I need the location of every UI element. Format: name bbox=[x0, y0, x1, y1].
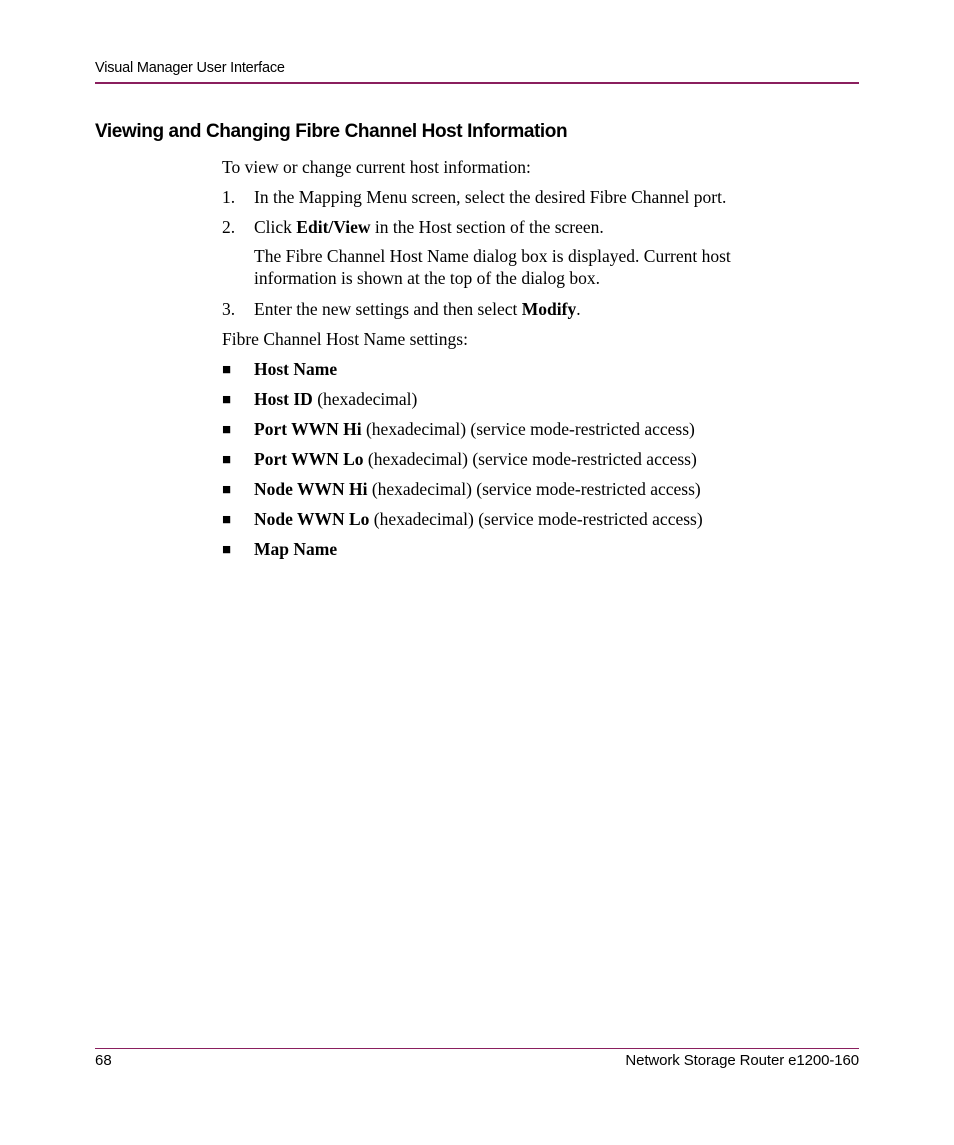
setting-item-host-id bbox=[222, 387, 842, 417]
page-number: 68 bbox=[95, 1052, 112, 1069]
body-content bbox=[222, 155, 842, 567]
step-number: 2. bbox=[222, 217, 236, 237]
running-header: Visual Manager User Interface bbox=[95, 60, 285, 76]
step-text bbox=[254, 215, 604, 245]
setting-text bbox=[254, 387, 417, 417]
square-bullet-icon: ■ bbox=[222, 482, 232, 498]
square-bullet-icon: ■ bbox=[222, 542, 232, 558]
setting-name: Node WWN Lo bbox=[254, 509, 370, 529]
step-text bbox=[254, 297, 581, 327]
square-bullet-icon: ■ bbox=[222, 422, 232, 438]
setting-item-map-name bbox=[222, 537, 842, 567]
step-text-pre: Enter the new settings and then select bbox=[254, 299, 522, 319]
settings-intro: Fibre Channel Host Name settings: bbox=[222, 329, 468, 349]
setting-detail: (hexadecimal) (service mode-restricted access) bbox=[363, 449, 697, 469]
step-2-note: The Fibre Channel Host Name dialog box is displayed. Current host information is shown at the top of the dialog box. bbox=[254, 246, 731, 288]
setting-name: Port WWN Hi bbox=[254, 419, 362, 439]
setting-detail: (hexadecimal) (service mode-restricted access) bbox=[369, 509, 703, 529]
setting-text bbox=[254, 357, 337, 387]
setting-item-port-wwn-hi bbox=[222, 417, 842, 447]
step-text: In the Mapping Menu screen, select the desired Fibre Channel port. bbox=[254, 187, 727, 207]
step-text-post: in the Host section of the screen. bbox=[370, 217, 604, 237]
ui-term-edit-view: Edit/View bbox=[296, 217, 371, 237]
step-number: 1. bbox=[222, 187, 236, 207]
header-rule bbox=[95, 82, 859, 84]
setting-name: Host Name bbox=[254, 359, 338, 379]
ui-term-modify: Modify bbox=[521, 299, 577, 319]
setting-detail: (hexadecimal) bbox=[312, 389, 418, 409]
square-bullet-icon: ■ bbox=[222, 452, 232, 468]
setting-detail: (hexadecimal) (service mode-restricted access) bbox=[367, 479, 701, 499]
setting-name: Host ID bbox=[254, 389, 313, 409]
setting-text bbox=[254, 417, 695, 447]
setting-text bbox=[254, 507, 703, 537]
step-text-pre: Click bbox=[254, 217, 297, 237]
square-bullet-icon: ■ bbox=[222, 362, 232, 378]
setting-item-node-wwn-hi bbox=[222, 477, 842, 507]
square-bullet-icon: ■ bbox=[222, 392, 232, 408]
square-bullet-icon: ■ bbox=[222, 512, 232, 528]
setting-name: Map Name bbox=[254, 539, 338, 559]
step-2 bbox=[222, 215, 842, 245]
section-heading: Viewing and Changing Fibre Channel Host Information bbox=[95, 121, 568, 142]
setting-text bbox=[254, 537, 337, 567]
setting-item-port-wwn-lo bbox=[222, 447, 842, 477]
setting-text bbox=[254, 477, 701, 507]
step-1 bbox=[222, 185, 842, 215]
document-title: Network Storage Router e1200-160 bbox=[625, 1052, 859, 1069]
setting-text bbox=[254, 447, 697, 477]
footer-rule bbox=[95, 1048, 859, 1049]
setting-item-host-name bbox=[222, 357, 842, 387]
step-number: 3. bbox=[222, 299, 236, 319]
setting-detail: (hexadecimal) (service mode-restricted access) bbox=[361, 419, 695, 439]
step-text-post: . bbox=[576, 299, 581, 319]
setting-name: Node WWN Hi bbox=[254, 479, 368, 499]
setting-name: Port WWN Lo bbox=[254, 449, 364, 469]
step-3 bbox=[222, 297, 842, 327]
setting-item-node-wwn-lo bbox=[222, 507, 842, 537]
intro-paragraph: To view or change current host information: bbox=[222, 157, 531, 177]
